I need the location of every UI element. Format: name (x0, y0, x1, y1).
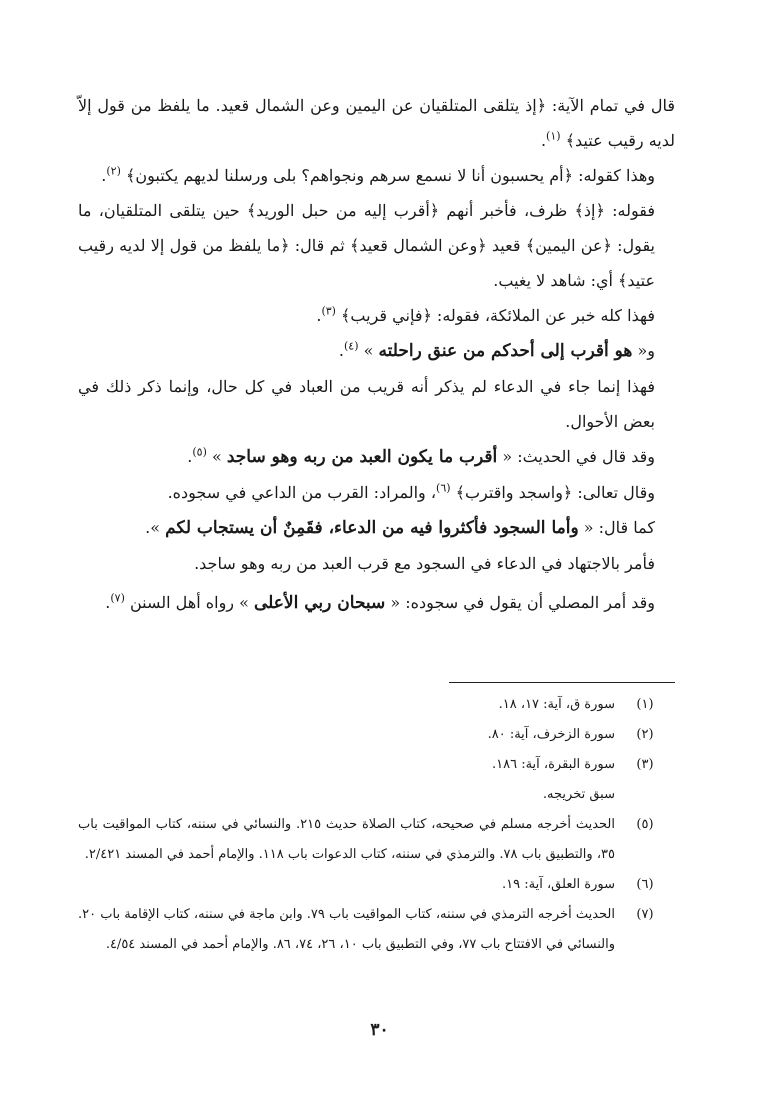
paragraph (78, 439, 675, 475)
footnote-number: (٦) (636, 877, 654, 892)
footnote-ref: (٧) (110, 591, 125, 605)
footnote (78, 750, 675, 780)
text-run: فأمر بالاجتهاد في الدعاء في السجود مع قرب العبد من ربه وهو ساجد. (194, 554, 655, 573)
text-run: و« (632, 341, 655, 360)
text-run: . (540, 131, 547, 150)
text-run: وهذا كقوله: ﴿أم يحسبون أنا لا نسمع سرهم ونجواهم؟ بلى ورسلنا لديهم يكتبون﴾ (120, 166, 655, 185)
text-run: وقال تعالى: ﴿واسجد واقترب﴾ (450, 483, 655, 502)
paragraph (78, 510, 675, 546)
hadith-quote: هو أقرب إلى أحدكم من عنق راحلته (378, 341, 633, 361)
paragraph (78, 88, 675, 158)
footnote-ref: (٣) (321, 304, 336, 318)
footnotes (78, 690, 675, 960)
text-run: . (187, 447, 193, 466)
text-run: . (105, 593, 111, 612)
text-run: فهذا كله خبر عن الملائكة، فقوله: ﴿فإني قريب﴾ (335, 306, 655, 325)
text-run: كما قال: « (578, 518, 655, 537)
text-run: فهذا إنما جاء في الدعاء لم يذكر أنه قريب من العباد في كل حال، وإنما ذكر ذلك في بعض الأحوال. (78, 377, 655, 431)
paragraph (78, 475, 675, 510)
text-run: » رواه أهل السنن (124, 593, 254, 612)
footnote-number: (٧) (636, 907, 654, 922)
text-run: فقوله: ﴿إذ﴾ ظرف، فأخبر أنهم ﴿أقرب إليه من حبل الوريد﴾ حين يتلقى المتلقيان، ما يقول: ﴿عن اليمين﴾ قعيد ﴿وعن الشمال قعيد﴾ ثم قال: ﴿ما يلفظ من قول إلا لديه رقيب عتيد﴾ أي: شاهد لا يغيب. (78, 201, 655, 290)
paragraph (78, 298, 675, 333)
footnote-separator (449, 682, 675, 683)
text-run: قال في تمام الآية: ﴿إذ يتلقى المتلقيان عن اليمين وعن الشمال قعيد. ما يلفظ من قول إلاّ لديه رقيب عتيد﴾ (78, 96, 675, 150)
paragraph (78, 333, 675, 369)
footnote-ref: (٤) (343, 339, 359, 353)
paragraph (78, 546, 675, 581)
text-run: » (358, 341, 379, 360)
paragraph (78, 369, 675, 439)
hadith-quote: أقرب ما يكون العبد من ربه وهو ساجد (226, 447, 498, 467)
text-run: » (206, 447, 227, 466)
footnote-number: (٥) (636, 817, 654, 832)
text-run: ». (145, 518, 166, 537)
paragraph (78, 158, 675, 193)
hadith-quote: وأما السجود فأكثروا فيه من الدعاء، فقَمِنٌ أن يستجاب لكم (165, 518, 579, 538)
footnote (78, 900, 675, 960)
text-run: وقد أمر المصلي أن يقول في سجوده: « (385, 593, 655, 612)
footnote-ref: (٢) (106, 164, 121, 178)
paragraph (78, 585, 675, 621)
footnote-ref: (٦) (436, 481, 451, 495)
footnote-ref: (٥) (192, 445, 207, 459)
footnote-text: سورة العلق، آية: ١٩. (502, 877, 615, 892)
footnote (78, 870, 675, 900)
text-run: . (101, 166, 107, 185)
text-run: . (338, 341, 344, 360)
paragraph (78, 193, 675, 298)
footnote-text: سورة الزخرف، آية: ٨٠. (487, 727, 615, 742)
footnote (78, 720, 675, 750)
text-run: وقد قال في الحديث: « (497, 447, 655, 466)
footnote-text: سبق تخريجه. (542, 787, 615, 802)
footnote-text: الحديث أخرجه الترمذي في سننه، كتاب المواقيت باب ٧٩. وابن ماجة في سننه، كتاب الإقامة باب ٢٠. والنسائي في الافتتاح باب ٧٧، وفي التطبيق باب ١٠، ٢٦، ٧٤، ٨٦. والإمام أحمد في المسند ٤/٥٤. (78, 907, 615, 952)
footnote (78, 780, 675, 810)
page-number: ٣٠ (370, 1020, 389, 1040)
footnote-number: (٢) (636, 727, 654, 742)
footnote-text: سورة ق، آية: ١٧، ١٨. (498, 697, 615, 712)
footnote-text: سورة البقرة، آية: ١٨٦. (491, 757, 615, 772)
footnote (78, 810, 675, 870)
footnote-text: الحديث أخرجه مسلم في صحيحه، كتاب الصلاة حديث ٢١٥. والنسائي في سننه، كتاب المواقيت باب ٣٥، والتطبيق باب ٧٨. والترمذي في سننه، كتاب الدعوات باب ١١٨. والإمام أحمد في المسند ٢/٤٢١. (78, 817, 615, 862)
footnote-number: (٣) (636, 757, 654, 772)
footnote-number: (١) (636, 697, 654, 712)
footnote (78, 690, 675, 720)
main-text (78, 88, 675, 621)
text-run: ، والمراد: القرب من الداعي في سجوده. (167, 483, 437, 502)
footnote-ref: (١) (546, 129, 561, 143)
text-run: . (316, 306, 322, 325)
hadith-quote: سبحان ربي الأعلى (253, 593, 386, 613)
